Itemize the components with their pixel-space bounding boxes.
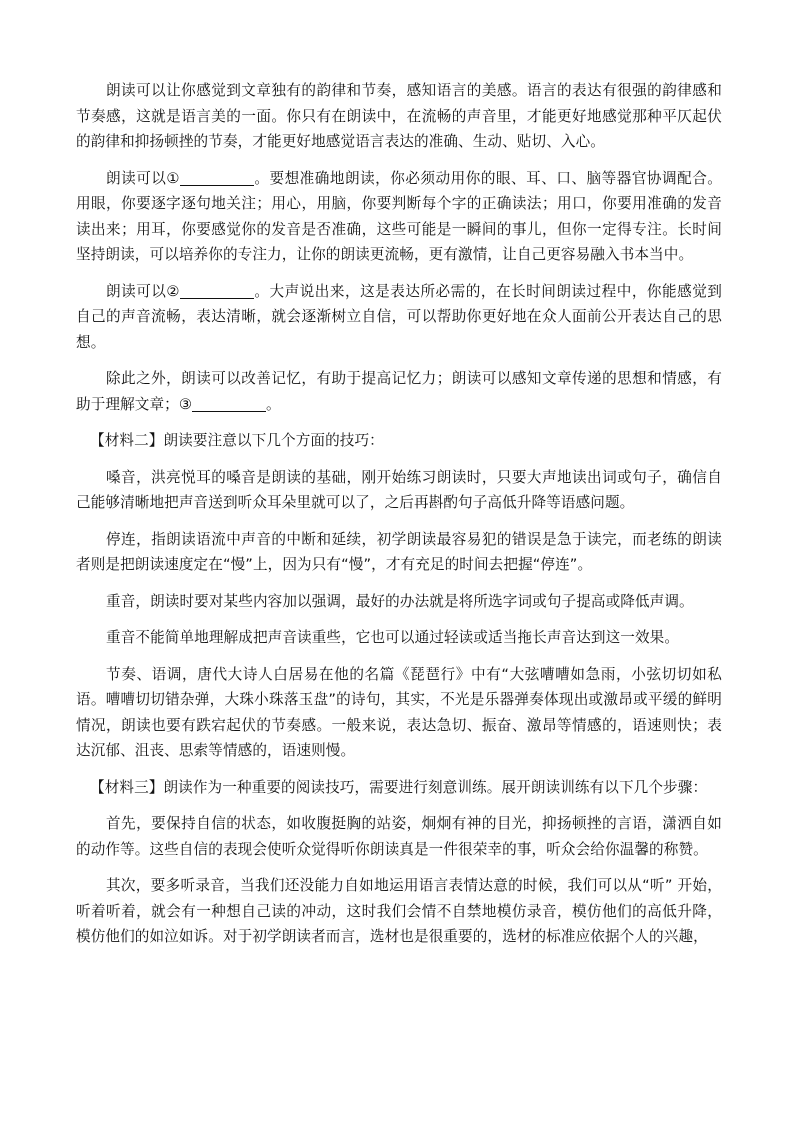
paragraph-confidence-rest: 。大声说出来，这是表达所必需的，在长时间朗读过程中，你能感觉到自己的声音流畅，表达清晰，就会逐渐树立自信，可以帮助你更好地在众人面前公开表达自己的思想。: [76, 282, 722, 351]
paragraph-stress-note: 重音不能简单地理解成把声音读重些，它也可以通过轻读或适当拖长声音达到这一效果。: [106, 629, 680, 646]
paragraph-stress: 重音，朗读时要对某些内容加以强调，最好的办法就是将所选字词或句子提高或降低声调。: [106, 592, 694, 610]
paragraph-second-step: 其次，要多听录音，当我们还没能力自如地运用语言表情达意的时候，我们可以从“听” 开始，听着听着，就会有一种想自己读的冲动，这时我们会情不自禁地模仿录音，模仿他们的高低升降，模仿他们的如泣如诉。对于初学朗读者而言，选材也是很重要的，选材的标准应依据个人的兴趣，: [76, 877, 722, 945]
paragraph-first-step: 首先，要保持自信的状态，如收腹挺胸的站姿，炯炯有神的目光，抑扬顿挫的言语，潇洒自如的动作等。这些自信的表现会使听众觉得听你朗读真是一件很荣幸的事，听众会给你温馨的称赞。: [76, 815, 722, 858]
paragraph-memory-rest: 。: [266, 395, 281, 413]
paragraph-focus-lead: 朗读可以: [106, 169, 167, 187]
fill-blank-2: [180, 281, 254, 299]
paragraph-memory-lead: 除此之外，朗读可以改善记忆，有助于提高记忆力；朗读可以感知文章传递的思想和情感，有助于理解文章；: [76, 370, 722, 413]
paragraph-pause: 停连，指朗读语流中声音的中断和延续，初学朗读最容易犯的错误是急于读完，而老练的朗读者则是把朗读速度定在“慢”上，因为只有“慢”，才有充足的时间去把握“停连”。: [76, 530, 722, 573]
fill-blank-1: [180, 168, 254, 186]
blank-number-1: ①: [166, 169, 180, 187]
paragraph-confidence-lead: 朗读可以: [106, 282, 167, 300]
paragraph-tempo: 节奏、语调，唐代大诗人白居易在他的名篇《琵琶行》中有“大弦嘈嘈如急雨，小弦切切如私语。嘈嘈切切错杂弹，大珠小珠落玉盘”的诗句，其实，不光是乐器弹奏体现出或激昂或平缓的鲜明情况，朗读也要有跌宕起伏的节奏感。一般来说，表达急切、振奋、激昂等情感的，语速则快；表达沉郁、沮丧、思索等情感的，语速则慢。: [76, 665, 722, 759]
material-two-heading: 【材料二】朗读要注意以下几个方面的技巧：: [90, 432, 384, 449]
paragraph-focus-rest: 。要想准确地朗读，你必须动用你的眼、耳、口、脑等器官协调配合。用眼，你要逐字逐句地关注；用心，用脑，你要判断每个字的正确读法；用口，你要用准确的发音读出来；用耳，你要感觉你的发音是否准确，这些可能是一瞬间的事儿，但你一定得专注。长时间坚持朗读，可以培养你的专注力，让你的朗读更流畅，更有激情，让自己更容易融入书本当中。: [76, 169, 722, 263]
paragraph-memory: [76, 366, 722, 417]
material-three-heading: 【材料三】朗读作为一种重要的阅读技巧，需要进行刻意训练。展开朗读训练有以下几个步骤：: [90, 778, 708, 796]
paragraph-voice: 嗓音，洪亮悦耳的嗓音是朗读的基础，刚开始练习朗读时，只要大声地读出词或句子，确信自己能够清晰地把声音送到听众耳朵里就可以了，之后再斟酌句子高低升降等语感问题。: [76, 468, 722, 511]
document-body: [76, 78, 722, 961]
fill-blank-3: [192, 394, 266, 412]
blank-number-2: ②: [166, 282, 180, 300]
paragraph-rhythm: 朗读可以让你感觉到文章独有的韵律和节奏，感知语言的美感。语言的表达有很强的韵律感和节奏感，这就是语言美的一面。你只有在朗读中，在流畅的声音里，才能更好地感觉那种平仄起伏的韵律和抑扬顿挫的节奏，才能更好地感觉语言表达的准确、生动、贴切、入心。: [76, 82, 722, 150]
paragraph-confidence: [76, 279, 722, 356]
paragraph-focus: [76, 166, 722, 268]
blank-number-3: ③: [178, 395, 193, 413]
